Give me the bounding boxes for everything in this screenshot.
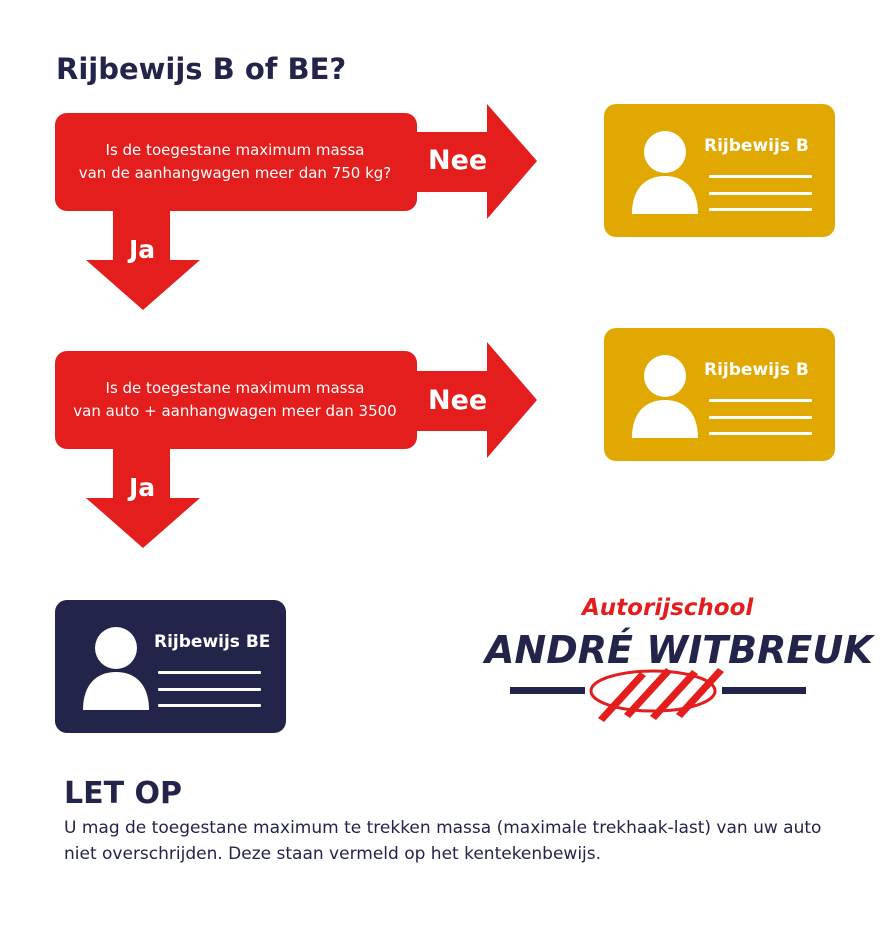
- question-2-line-1: Is de toegestane maximum massa: [105, 379, 365, 397]
- question-1-no-label: Nee: [428, 145, 488, 176]
- question-1-line-1: Is de toegestane maximum massa: [105, 141, 365, 159]
- result-card-b-2-label: Rijbewijs B: [704, 360, 809, 380]
- person-icon: [630, 354, 700, 440]
- result-card-be: [55, 600, 286, 733]
- result-card-be-label: Rijbewijs BE: [154, 632, 271, 652]
- card-line: [709, 399, 812, 402]
- question-1-yes-label: Ja: [129, 235, 156, 264]
- question-2-line-2: van auto + aanhangwagen meer dan 3500: [73, 402, 397, 420]
- note-body: U mag de toegestane maximum te trekken massa (maximale trekhaak-last) van uw auto niet overschrijden. Deze staan vermeld op het kentekenbewijs.: [64, 818, 822, 864]
- question-2-yes-label: Ja: [129, 473, 156, 502]
- question-1-text: [45, 139, 425, 185]
- card-line: [158, 688, 261, 691]
- question-2-text: [45, 377, 425, 423]
- card-line: [709, 416, 812, 419]
- card-line: [709, 432, 812, 435]
- result-card-b-1: [604, 104, 835, 237]
- page-title: Rijbewijs B of BE?: [56, 52, 347, 86]
- question-2-no-label: Nee: [428, 385, 488, 416]
- card-line: [158, 704, 261, 707]
- card-line: [709, 192, 812, 195]
- card-line: [709, 208, 812, 211]
- note-heading: LET OP: [64, 776, 183, 811]
- result-card-b-1-label: Rijbewijs B: [704, 136, 809, 156]
- result-card-b-2: [604, 328, 835, 461]
- card-line: [158, 671, 261, 674]
- person-icon: [630, 130, 700, 216]
- card-line: [709, 175, 812, 178]
- person-icon: [81, 626, 151, 712]
- logo-subtitle: Autorijschool: [582, 595, 754, 621]
- logo-emblem: [510, 668, 806, 722]
- logo-name: ANDRÉ WITBREUK: [485, 628, 873, 672]
- question-1-line-2: van de aanhangwagen meer dan 750 kg?: [78, 164, 392, 182]
